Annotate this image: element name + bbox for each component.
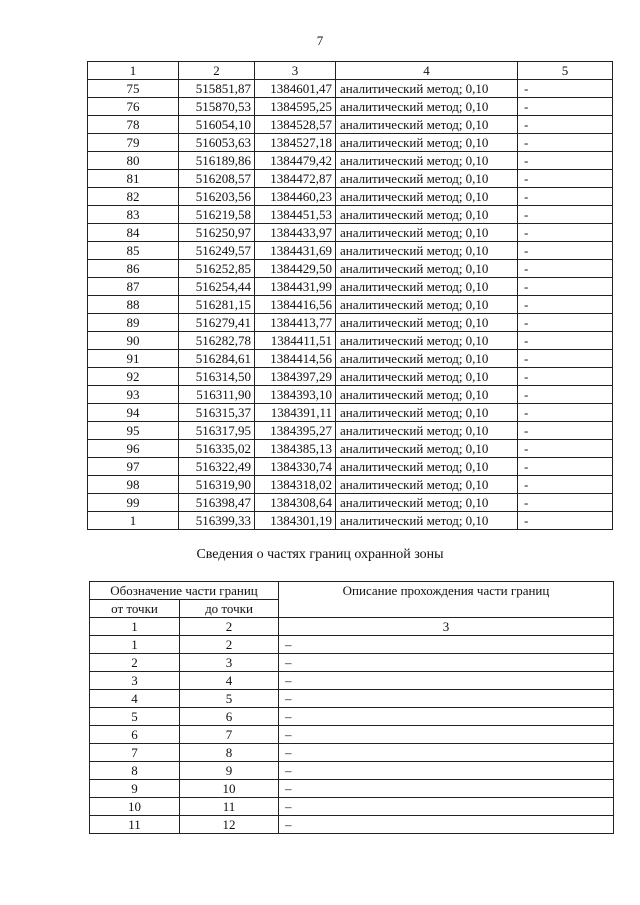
x-coordinate-cell: 516315,37 — [179, 404, 255, 422]
y-coordinate-cell: 1384301,19 — [255, 512, 336, 530]
y-coordinate-cell: 1384413,77 — [255, 314, 336, 332]
table-row — [88, 458, 613, 476]
description-cell: – — [279, 726, 614, 744]
note-cell: - — [518, 476, 613, 494]
table-row — [88, 206, 613, 224]
description-cell: – — [279, 654, 614, 672]
x-coordinate-cell: 516322,49 — [179, 458, 255, 476]
method-cell: аналитический метод; 0,10 — [336, 260, 518, 278]
column-number: 3 — [279, 618, 614, 636]
point-number-cell: 99 — [88, 494, 179, 512]
note-cell: - — [518, 458, 613, 476]
x-coordinate-cell: 516208,57 — [179, 170, 255, 188]
table-row — [90, 690, 614, 708]
x-coordinate-cell: 516219,58 — [179, 206, 255, 224]
table-row — [88, 242, 613, 260]
table-row — [88, 440, 613, 458]
y-coordinate-cell: 1384431,69 — [255, 242, 336, 260]
y-coordinate-cell: 1384318,02 — [255, 476, 336, 494]
method-cell: аналитический метод; 0,10 — [336, 134, 518, 152]
table-row — [88, 494, 613, 512]
note-cell: - — [518, 512, 613, 530]
x-coordinate-cell: 516282,78 — [179, 332, 255, 350]
section-heading: Сведения о частях границ охранной зоны — [196, 547, 444, 562]
table-row — [90, 636, 614, 654]
x-coordinate-cell: 516250,97 — [179, 224, 255, 242]
x-coordinate-cell: 515870,53 — [179, 98, 255, 116]
y-coordinate-cell: 1384391,11 — [255, 404, 336, 422]
y-coordinate-cell: 1384451,53 — [255, 206, 336, 224]
note-cell: - — [518, 98, 613, 116]
x-coordinate-cell: 516284,61 — [179, 350, 255, 368]
note-cell: - — [518, 296, 613, 314]
y-coordinate-cell: 1384393,10 — [255, 386, 336, 404]
table-row — [88, 296, 613, 314]
note-cell: - — [518, 368, 613, 386]
x-coordinate-cell: 516252,85 — [179, 260, 255, 278]
table-row — [88, 188, 613, 206]
y-coordinate-cell: 1384460,23 — [255, 188, 336, 206]
y-coordinate-cell: 1384429,50 — [255, 260, 336, 278]
description-cell: – — [279, 672, 614, 690]
x-coordinate-cell: 516398,47 — [179, 494, 255, 512]
table-row — [88, 368, 613, 386]
y-coordinate-cell: 1384395,27 — [255, 422, 336, 440]
point-number-cell: 91 — [88, 350, 179, 368]
x-coordinate-cell: 516311,90 — [179, 386, 255, 404]
description-cell: – — [279, 744, 614, 762]
column-numbering-row — [90, 618, 614, 636]
table-row — [88, 422, 613, 440]
y-coordinate-cell: 1384385,13 — [255, 440, 336, 458]
point-number-cell: 79 — [88, 134, 179, 152]
method-cell: аналитический метод; 0,10 — [336, 494, 518, 512]
group-header: Обозначение части границ — [90, 582, 279, 600]
point-number-cell: 81 — [88, 170, 179, 188]
x-coordinate-cell: 515851,87 — [179, 80, 255, 98]
table-row — [88, 134, 613, 152]
table-row — [88, 278, 613, 296]
point-number-cell: 87 — [88, 278, 179, 296]
note-cell: - — [518, 170, 613, 188]
method-cell: аналитический метод; 0,10 — [336, 440, 518, 458]
description-cell: – — [279, 690, 614, 708]
point-number-cell: 88 — [88, 296, 179, 314]
to-point-cell: 11 — [180, 798, 279, 816]
point-number-cell: 1 — [88, 512, 179, 530]
y-coordinate-cell: 1384330,74 — [255, 458, 336, 476]
point-number-cell: 84 — [88, 224, 179, 242]
table-row — [88, 386, 613, 404]
table-row — [88, 260, 613, 278]
table-row — [88, 476, 613, 494]
point-number-cell: 94 — [88, 404, 179, 422]
column-header: 1 — [88, 62, 179, 80]
column-header: 3 — [255, 62, 336, 80]
point-number-cell: 98 — [88, 476, 179, 494]
method-cell: аналитический метод; 0,10 — [336, 458, 518, 476]
to-point-cell: 9 — [180, 762, 279, 780]
note-cell: - — [518, 422, 613, 440]
table-row — [88, 314, 613, 332]
column-header: 5 — [518, 62, 613, 80]
point-number-cell: 90 — [88, 332, 179, 350]
description-cell: – — [279, 816, 614, 834]
method-cell: аналитический метод; 0,10 — [336, 386, 518, 404]
page-number: 7 — [316, 33, 324, 48]
x-coordinate-cell: 516054,10 — [179, 116, 255, 134]
table-row — [90, 672, 614, 690]
to-point-cell: 5 — [180, 690, 279, 708]
x-coordinate-cell: 516279,41 — [179, 314, 255, 332]
column-number: 1 — [90, 618, 180, 636]
to-point-cell: 6 — [180, 708, 279, 726]
table-row — [90, 744, 614, 762]
note-cell: - — [518, 386, 613, 404]
boundary-parts-table — [89, 581, 614, 834]
note-cell: - — [518, 188, 613, 206]
from-point-cell: 8 — [90, 762, 180, 780]
y-coordinate-cell: 1384397,29 — [255, 368, 336, 386]
coordinates-table — [87, 61, 613, 530]
point-number-cell: 85 — [88, 242, 179, 260]
from-point-cell: 9 — [90, 780, 180, 798]
x-coordinate-cell: 516281,15 — [179, 296, 255, 314]
y-coordinate-cell: 1384433,97 — [255, 224, 336, 242]
point-number-cell: 76 — [88, 98, 179, 116]
note-cell: - — [518, 350, 613, 368]
method-cell: аналитический метод; 0,10 — [336, 116, 518, 134]
description-cell: – — [279, 780, 614, 798]
note-cell: - — [518, 278, 613, 296]
table-row — [88, 404, 613, 422]
table-row — [88, 332, 613, 350]
point-number-cell: 80 — [88, 152, 179, 170]
point-number-cell: 83 — [88, 206, 179, 224]
to-point-cell: 4 — [180, 672, 279, 690]
x-coordinate-cell: 516254,44 — [179, 278, 255, 296]
from-point-cell: 6 — [90, 726, 180, 744]
y-coordinate-cell: 1384527,18 — [255, 134, 336, 152]
x-coordinate-cell: 516317,95 — [179, 422, 255, 440]
note-cell: - — [518, 440, 613, 458]
method-cell: аналитический метод; 0,10 — [336, 350, 518, 368]
method-cell: аналитический метод; 0,10 — [336, 98, 518, 116]
to-point-cell: 10 — [180, 780, 279, 798]
method-cell: аналитический метод; 0,10 — [336, 368, 518, 386]
table-row — [88, 224, 613, 242]
from-point-cell: 5 — [90, 708, 180, 726]
note-cell: - — [518, 206, 613, 224]
method-cell: аналитический метод; 0,10 — [336, 404, 518, 422]
y-coordinate-cell: 1384414,56 — [255, 350, 336, 368]
x-coordinate-cell: 516319,90 — [179, 476, 255, 494]
method-cell: аналитический метод; 0,10 — [336, 242, 518, 260]
to-point-header: до точки — [180, 600, 279, 618]
table-header-row — [90, 582, 614, 600]
y-coordinate-cell: 1384595,25 — [255, 98, 336, 116]
method-cell: аналитический метод; 0,10 — [336, 476, 518, 494]
table-row — [88, 152, 613, 170]
to-point-cell: 3 — [180, 654, 279, 672]
point-number-cell: 86 — [88, 260, 179, 278]
method-cell: аналитический метод; 0,10 — [336, 332, 518, 350]
y-coordinate-cell: 1384528,57 — [255, 116, 336, 134]
point-number-cell: 96 — [88, 440, 179, 458]
x-coordinate-cell: 516203,56 — [179, 188, 255, 206]
point-number-cell: 78 — [88, 116, 179, 134]
description-header: Описание прохождения части границ — [279, 582, 614, 618]
y-coordinate-cell: 1384601,47 — [255, 80, 336, 98]
to-point-cell: 7 — [180, 726, 279, 744]
column-header: 2 — [179, 62, 255, 80]
y-coordinate-cell: 1384411,51 — [255, 332, 336, 350]
table-row — [88, 80, 613, 98]
point-number-cell: 92 — [88, 368, 179, 386]
y-coordinate-cell: 1384479,42 — [255, 152, 336, 170]
method-cell: аналитический метод; 0,10 — [336, 512, 518, 530]
note-cell: - — [518, 260, 613, 278]
description-cell: – — [279, 636, 614, 654]
x-coordinate-cell: 516314,50 — [179, 368, 255, 386]
point-number-cell: 93 — [88, 386, 179, 404]
from-point-cell: 7 — [90, 744, 180, 762]
from-point-cell: 3 — [90, 672, 180, 690]
column-number: 2 — [180, 618, 279, 636]
note-cell: - — [518, 242, 613, 260]
method-cell: аналитический метод; 0,10 — [336, 278, 518, 296]
table-row — [90, 798, 614, 816]
note-cell: - — [518, 80, 613, 98]
from-point-cell: 1 — [90, 636, 180, 654]
y-coordinate-cell: 1384472,87 — [255, 170, 336, 188]
note-cell: - — [518, 332, 613, 350]
x-coordinate-cell: 516399,33 — [179, 512, 255, 530]
x-coordinate-cell: 516335,02 — [179, 440, 255, 458]
method-cell: аналитический метод; 0,10 — [336, 152, 518, 170]
from-point-cell: 10 — [90, 798, 180, 816]
x-coordinate-cell: 516249,57 — [179, 242, 255, 260]
method-cell: аналитический метод; 0,10 — [336, 206, 518, 224]
table-row — [90, 780, 614, 798]
note-cell: - — [518, 116, 613, 134]
method-cell: аналитический метод; 0,10 — [336, 296, 518, 314]
x-coordinate-cell: 516053,63 — [179, 134, 255, 152]
method-cell: аналитический метод; 0,10 — [336, 422, 518, 440]
table-row — [90, 654, 614, 672]
from-point-cell: 4 — [90, 690, 180, 708]
table-row — [88, 350, 613, 368]
table-row — [88, 170, 613, 188]
from-point-cell: 2 — [90, 654, 180, 672]
table-header-row — [88, 62, 613, 80]
point-number-cell: 82 — [88, 188, 179, 206]
y-coordinate-cell: 1384431,99 — [255, 278, 336, 296]
from-point-cell: 11 — [90, 816, 180, 834]
point-number-cell: 75 — [88, 80, 179, 98]
note-cell: - — [518, 314, 613, 332]
description-cell: – — [279, 762, 614, 780]
point-number-cell: 95 — [88, 422, 179, 440]
note-cell: - — [518, 152, 613, 170]
method-cell: аналитический метод; 0,10 — [336, 80, 518, 98]
to-point-cell: 2 — [180, 636, 279, 654]
point-number-cell: 97 — [88, 458, 179, 476]
table-row — [90, 726, 614, 744]
description-cell: – — [279, 798, 614, 816]
note-cell: - — [518, 224, 613, 242]
column-header: 4 — [336, 62, 518, 80]
y-coordinate-cell: 1384308,64 — [255, 494, 336, 512]
method-cell: аналитический метод; 0,10 — [336, 170, 518, 188]
table-row — [90, 708, 614, 726]
y-coordinate-cell: 1384416,56 — [255, 296, 336, 314]
table-row — [88, 512, 613, 530]
table-row — [90, 816, 614, 834]
method-cell: аналитический метод; 0,10 — [336, 314, 518, 332]
table-row — [90, 762, 614, 780]
table-row — [88, 116, 613, 134]
to-point-cell: 12 — [180, 816, 279, 834]
note-cell: - — [518, 494, 613, 512]
method-cell: аналитический метод; 0,10 — [336, 224, 518, 242]
note-cell: - — [518, 404, 613, 422]
point-number-cell: 89 — [88, 314, 179, 332]
table-row — [88, 98, 613, 116]
to-point-cell: 8 — [180, 744, 279, 762]
note-cell: - — [518, 134, 613, 152]
from-point-header: от точки — [90, 600, 180, 618]
x-coordinate-cell: 516189,86 — [179, 152, 255, 170]
description-cell: – — [279, 708, 614, 726]
method-cell: аналитический метод; 0,10 — [336, 188, 518, 206]
